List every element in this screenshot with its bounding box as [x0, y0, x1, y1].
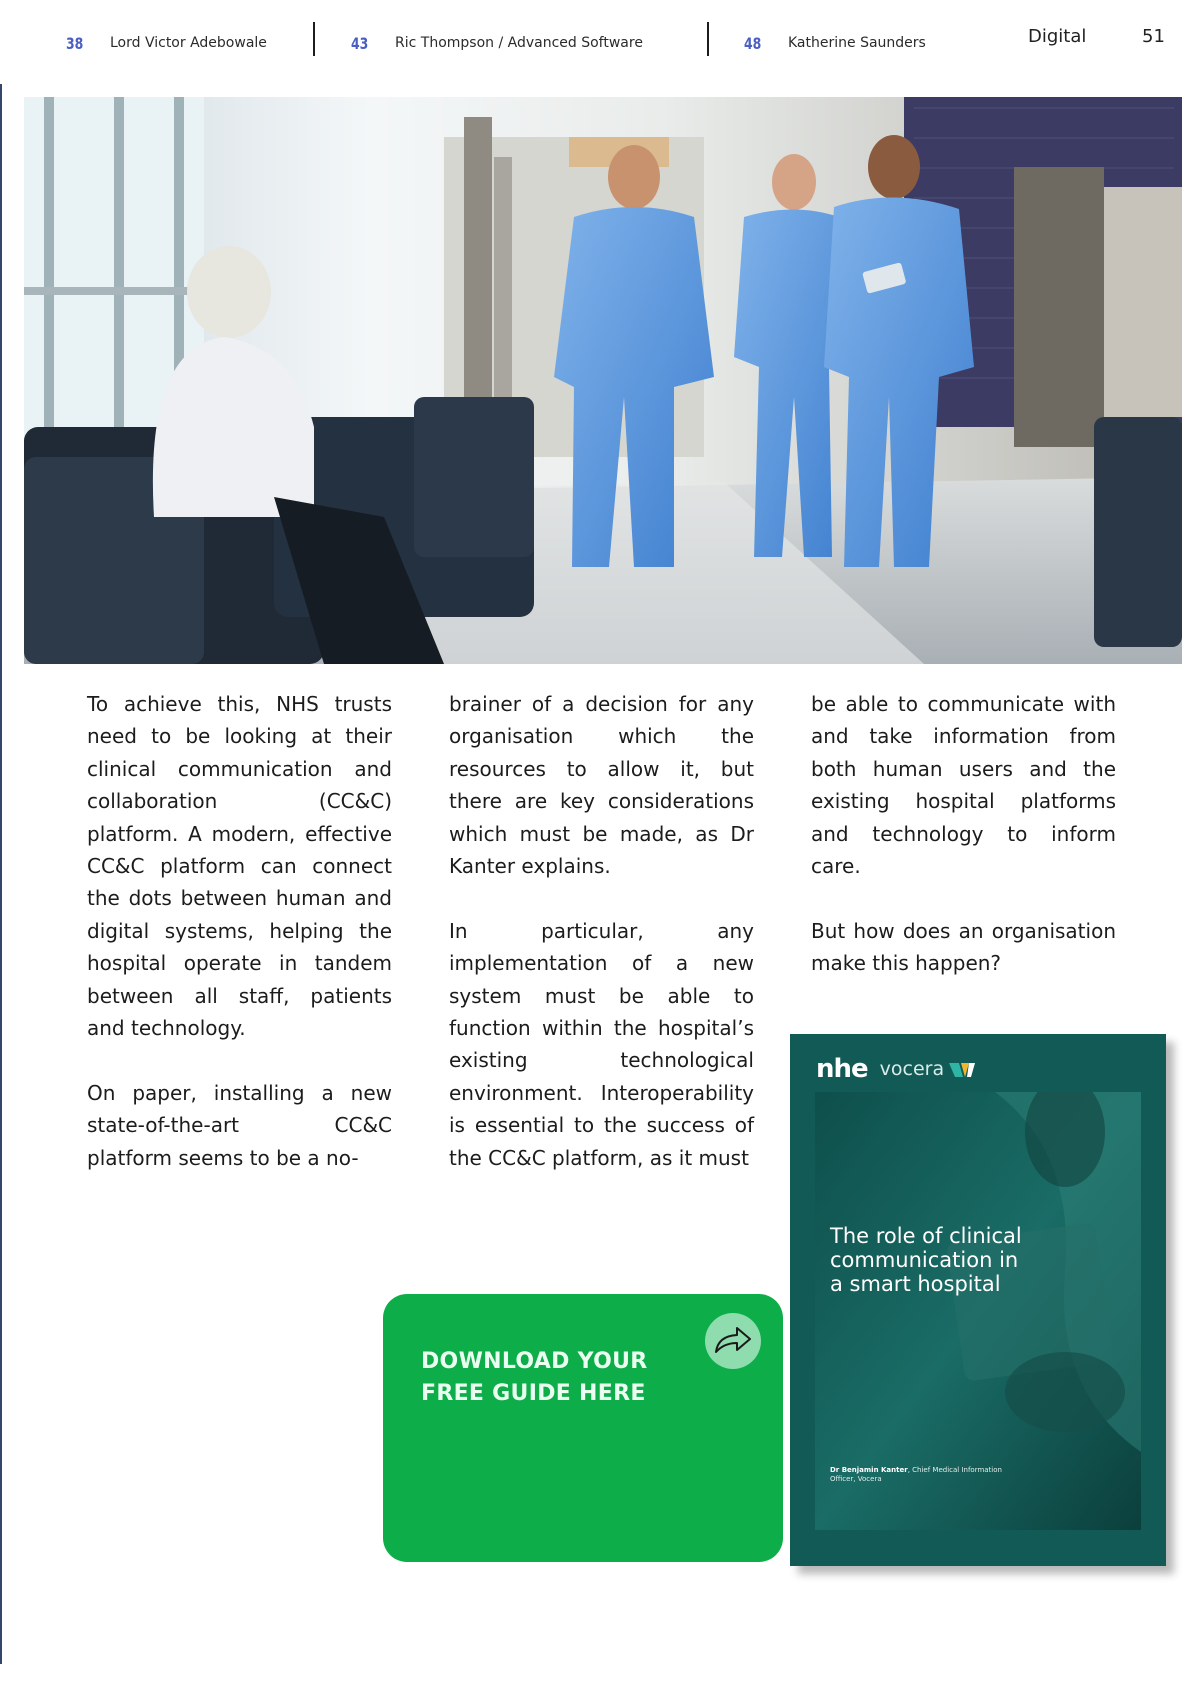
vocera-logo: vocera	[879, 1058, 945, 1080]
guide-title-line: a smart hospital	[830, 1272, 1001, 1296]
paragraph: To achieve this, NHS trusts need to be looking at their clinical communication and collaboration (CC&C) platform. A modern, effective CC&C platform can connect the dots between human and digital systems, helping the hospital operate in tandem between all staff, patients and technology.	[87, 692, 392, 1041]
article-column-1	[87, 688, 392, 1206]
cta-line: DOWNLOAD YOUR	[421, 1349, 648, 1374]
cta-line: FREE GUIDE HERE	[421, 1381, 646, 1406]
guide-title-line: communication in	[830, 1248, 1019, 1272]
left-margin-rule	[0, 84, 2, 1664]
paragraph: In particular, any implementation of a new system must be able to function within the hospital’s existing technological environment. Interoperability is essential to the success of the CC&C platform, as it must	[449, 918, 754, 1170]
page-ref-name: Lord Victor Adebowale	[110, 35, 267, 51]
paragraph: On paper, installing a new state-of-the-art CC&C platform seems to be a no-	[87, 1080, 392, 1170]
share-arrow-icon[interactable]	[704, 1312, 762, 1370]
guide-title	[830, 1224, 1100, 1296]
section-title: Digital	[1028, 26, 1087, 47]
header-link-adebowale[interactable]	[66, 30, 267, 56]
page-ref-name: Ric Thompson / Advanced Software	[395, 35, 643, 51]
paragraph: be able to communicate with and take information from both human users and the existing hospital platforms and technology to inform care.	[811, 692, 1116, 879]
guide-logos	[816, 1054, 977, 1084]
hospital-corridor-photo	[24, 97, 1182, 664]
header-link-thompson[interactable]	[351, 30, 643, 56]
page-number: 51	[1142, 26, 1165, 47]
download-guide-button[interactable]	[383, 1294, 783, 1562]
guide-title-line: The role of clinical	[830, 1224, 1022, 1248]
guide-cover-image[interactable]	[790, 1034, 1166, 1566]
page-ref-number: 48	[744, 33, 762, 53]
page-ref-number: 38	[66, 33, 84, 53]
header-divider	[313, 22, 315, 56]
guide-author	[830, 1466, 1010, 1484]
article-column-2	[449, 688, 754, 1206]
guide-author-name: Dr Benjamin Kanter	[830, 1466, 908, 1474]
paragraph: But how does an organisation make this happen?	[811, 918, 1116, 976]
header-link-saunders[interactable]	[744, 30, 926, 56]
vocera-mark-icon	[947, 1059, 977, 1079]
page-ref-number: 43	[351, 33, 369, 53]
page-ref-name: Katherine Saunders	[788, 35, 926, 51]
guide-cover-photo	[815, 1092, 1141, 1530]
paragraph: brainer of a decision for any organisation which the resources to allow it, but there are key considerations which must be made, as Dr Kanter explains.	[449, 692, 754, 879]
nhe-logo: nhe	[816, 1054, 868, 1084]
download-guide-label	[421, 1346, 681, 1410]
article-column-3	[811, 688, 1116, 1012]
header-divider	[707, 22, 709, 56]
guide-author-role: , Chief Medical Information Officer, Vocera	[830, 1466, 1002, 1483]
